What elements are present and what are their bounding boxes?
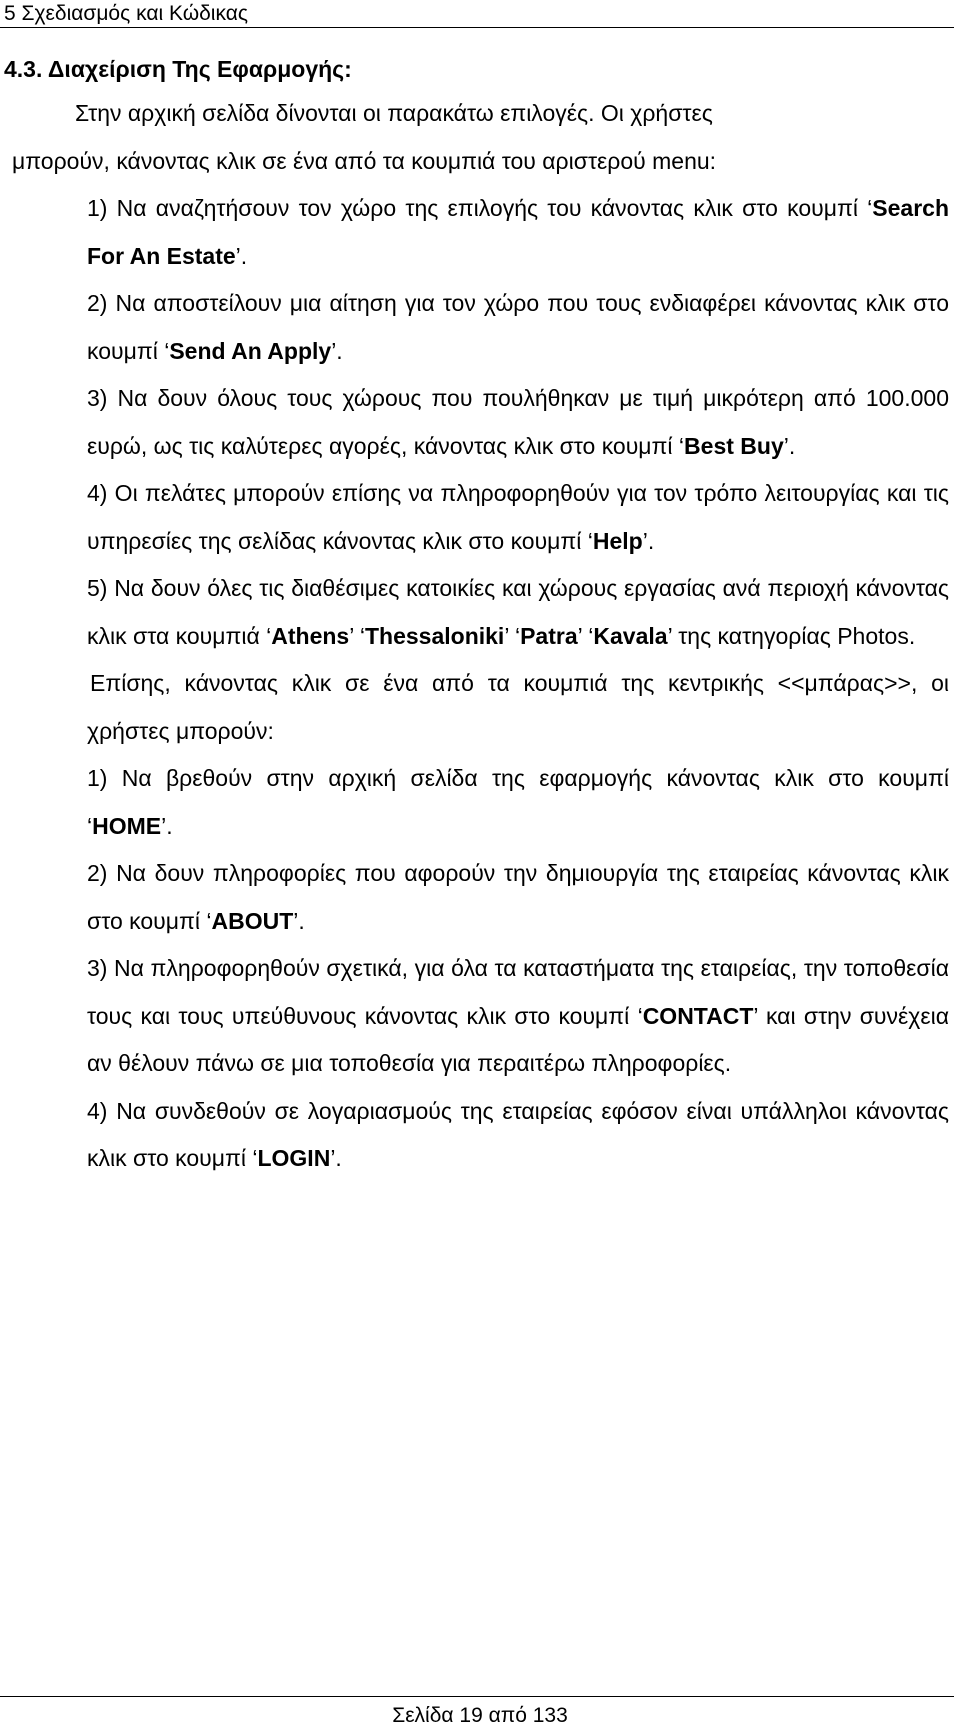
left-menu-item-1: 1) Να αναζητήσουν τον χώρο της επιλογής του κάνοντας κλικ στο κουμπί ‘Search For An Estate’.: [87, 195, 949, 269]
thessaloniki-button-label: Thessaloniki: [364, 622, 505, 649]
patra-button-label: Patra: [520, 622, 578, 649]
header-rule: [0, 27, 954, 28]
central-bar-item-4: 4) Να συνδεθούν σε λογαριασμούς της εταιρείας εφόσον είναι υπάλληλοι κάνοντας κλικ στο κουμπί ‘LOGIN’.: [87, 1097, 949, 1171]
contact-button-label: CONTACT: [642, 1002, 754, 1029]
central-bar-item-2: 2) Να δουν πληροφορίες που αφορούν την δημιουργία της εταιρείας κάνοντας κλικ στο κουμπί ‘ABOUT’.: [87, 860, 949, 934]
athens-button-label: Athens: [271, 622, 350, 649]
left-menu-item-4: 4) Οι πελάτες μπορούν επίσης να πληροφορηθούν για τον τρόπο λειτουργίας και τις υπηρεσίες της σελίδας κάνοντας κλικ στο κουμπί ‘Help’.: [87, 480, 949, 554]
central-bar-intro: Επίσης, κάνοντας κλικ σε ένα από τα κουμπιά της κεντρικής <<μπάρας>>, οι χρήστες μπορούν:: [87, 670, 949, 744]
page-number: Σελίδα 19 από 133: [392, 1704, 568, 1727]
footer-rule: [0, 1696, 954, 1697]
best-buy-button-label: Best Buy: [684, 432, 784, 459]
central-bar-item-3: 3) Να πληροφορηθούν σχετικά, για όλα τα καταστήματα της εταιρείας, την τοποθεσία τους και τους υπεύθυνους κάνοντας κλικ στο κουμπί ‘CONTACT’ και στην συνέχεια αν θέλουν πάνω σε μια τοποθεσία για περαιτέρω πληροφορίες.: [87, 955, 949, 1076]
body-text: [12, 90, 949, 1183]
help-button-label: Help: [592, 527, 643, 554]
section-title: 4.3. Διαχείριση Της Εφαρμογής:: [4, 56, 352, 82]
central-bar-item-1: 1) Να βρεθούν στην αρχική σελίδα της εφαρμογής κάνοντας κλικ στο κουμπί ‘HOME’.: [87, 765, 949, 839]
left-menu-item-2: 2) Να αποστείλουν μια αίτηση για τον χώρο που τους ενδιαφέρει κάνοντας κλικ στο κουμπί ‘Send An Apply’.: [87, 290, 949, 364]
intro-line-2: μπορούν, κάνοντας κλικ σε ένα από τα κουμπιά του αριστερού menu:: [12, 147, 717, 174]
about-button-label: ABOUT: [211, 907, 294, 934]
intro-line-1: Στην αρχική σελίδα δίνονται οι παρακάτω επιλογές. Οι χρήστες: [75, 100, 713, 126]
search-estate-button-label: Search For An Estate: [87, 195, 949, 269]
intro-paragraph: [12, 90, 949, 185]
left-menu-item-3: 3) Να δουν όλους τους χώρους που πουλήθηκαν με τιμή μικρότερη από 100.000 ευρώ, ως τις καλύτερες αγορές, κάνοντας κλικ στο κουμπί ‘Best Buy’.: [87, 385, 949, 459]
left-menu-item-5: 5) Να δουν όλες τις διαθέσιμες κατοικίες και χώρους εργασίας ανά περιοχή κάνοντας κλικ στα κουμπιά ‘Athens’ ‘Thessaloniki’ ‘Patra’ ‘Kavala’ της κατηγορίας Photos.: [87, 575, 949, 649]
home-button-label: HOME: [92, 812, 162, 839]
kavala-button-label: Kavala: [593, 622, 668, 649]
login-button-label: LOGIN: [257, 1145, 331, 1171]
running-header: 5 Σχεδιασμός και Κώδικας: [4, 2, 248, 25]
send-apply-button-label: Send An Apply: [169, 337, 332, 364]
